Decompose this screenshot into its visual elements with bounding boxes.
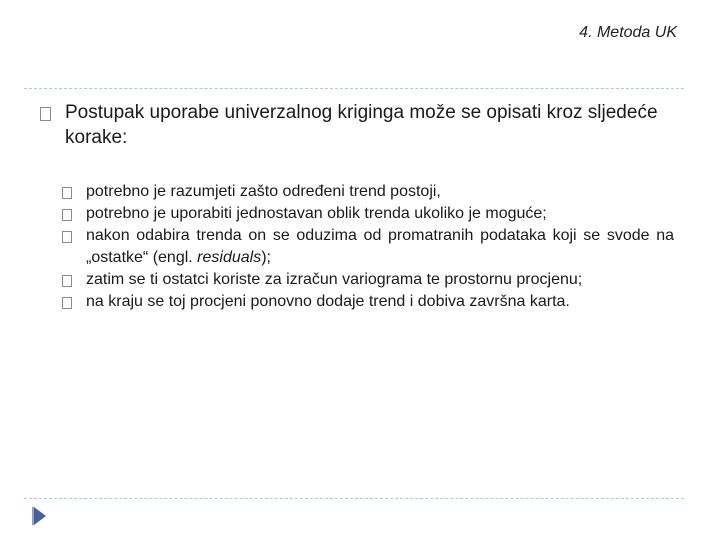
step-text: na kraju se toj procjeni ponovno dodaje trend i dobiva završna karta. xyxy=(86,293,570,310)
square-bullet-icon xyxy=(62,231,72,243)
list-item xyxy=(62,203,674,225)
bottom-divider xyxy=(24,498,684,499)
steps-list xyxy=(62,181,674,313)
main-bullet-text: Postupak uporabe univerzalnog kriginga može se opisati kroz sljedeće korake: xyxy=(65,102,658,148)
square-bullet-icon xyxy=(62,209,72,221)
list-item xyxy=(62,269,674,291)
slide-section-title: 4. Metoda UK xyxy=(579,24,677,41)
list-item xyxy=(62,225,674,269)
step-text-after: ); xyxy=(261,249,271,266)
square-bullet-icon xyxy=(40,107,51,121)
main-bullet-point xyxy=(40,100,680,150)
square-bullet-icon xyxy=(62,275,72,287)
square-bullet-icon xyxy=(62,297,72,309)
step-text: potrebno je uporabiti jednostavan oblik trenda ukoliko je moguće; xyxy=(86,205,547,222)
square-bullet-icon xyxy=(62,187,72,199)
top-divider xyxy=(24,88,684,89)
step-text: zatim se ti ostatci koriste za izračun variograma te prostornu procjenu; xyxy=(86,271,583,288)
step-text-italic: residuals xyxy=(197,249,262,266)
list-item xyxy=(62,181,674,203)
play-arrow-icon[interactable] xyxy=(34,507,46,525)
step-text-before: nakon odabira trenda on se oduzima od promatranih podataka koji se svode na „ostatke“ (engl. xyxy=(86,227,674,266)
step-text: potrebno je razumjeti zašto određeni trend postoji, xyxy=(86,183,441,200)
list-item xyxy=(62,291,674,313)
